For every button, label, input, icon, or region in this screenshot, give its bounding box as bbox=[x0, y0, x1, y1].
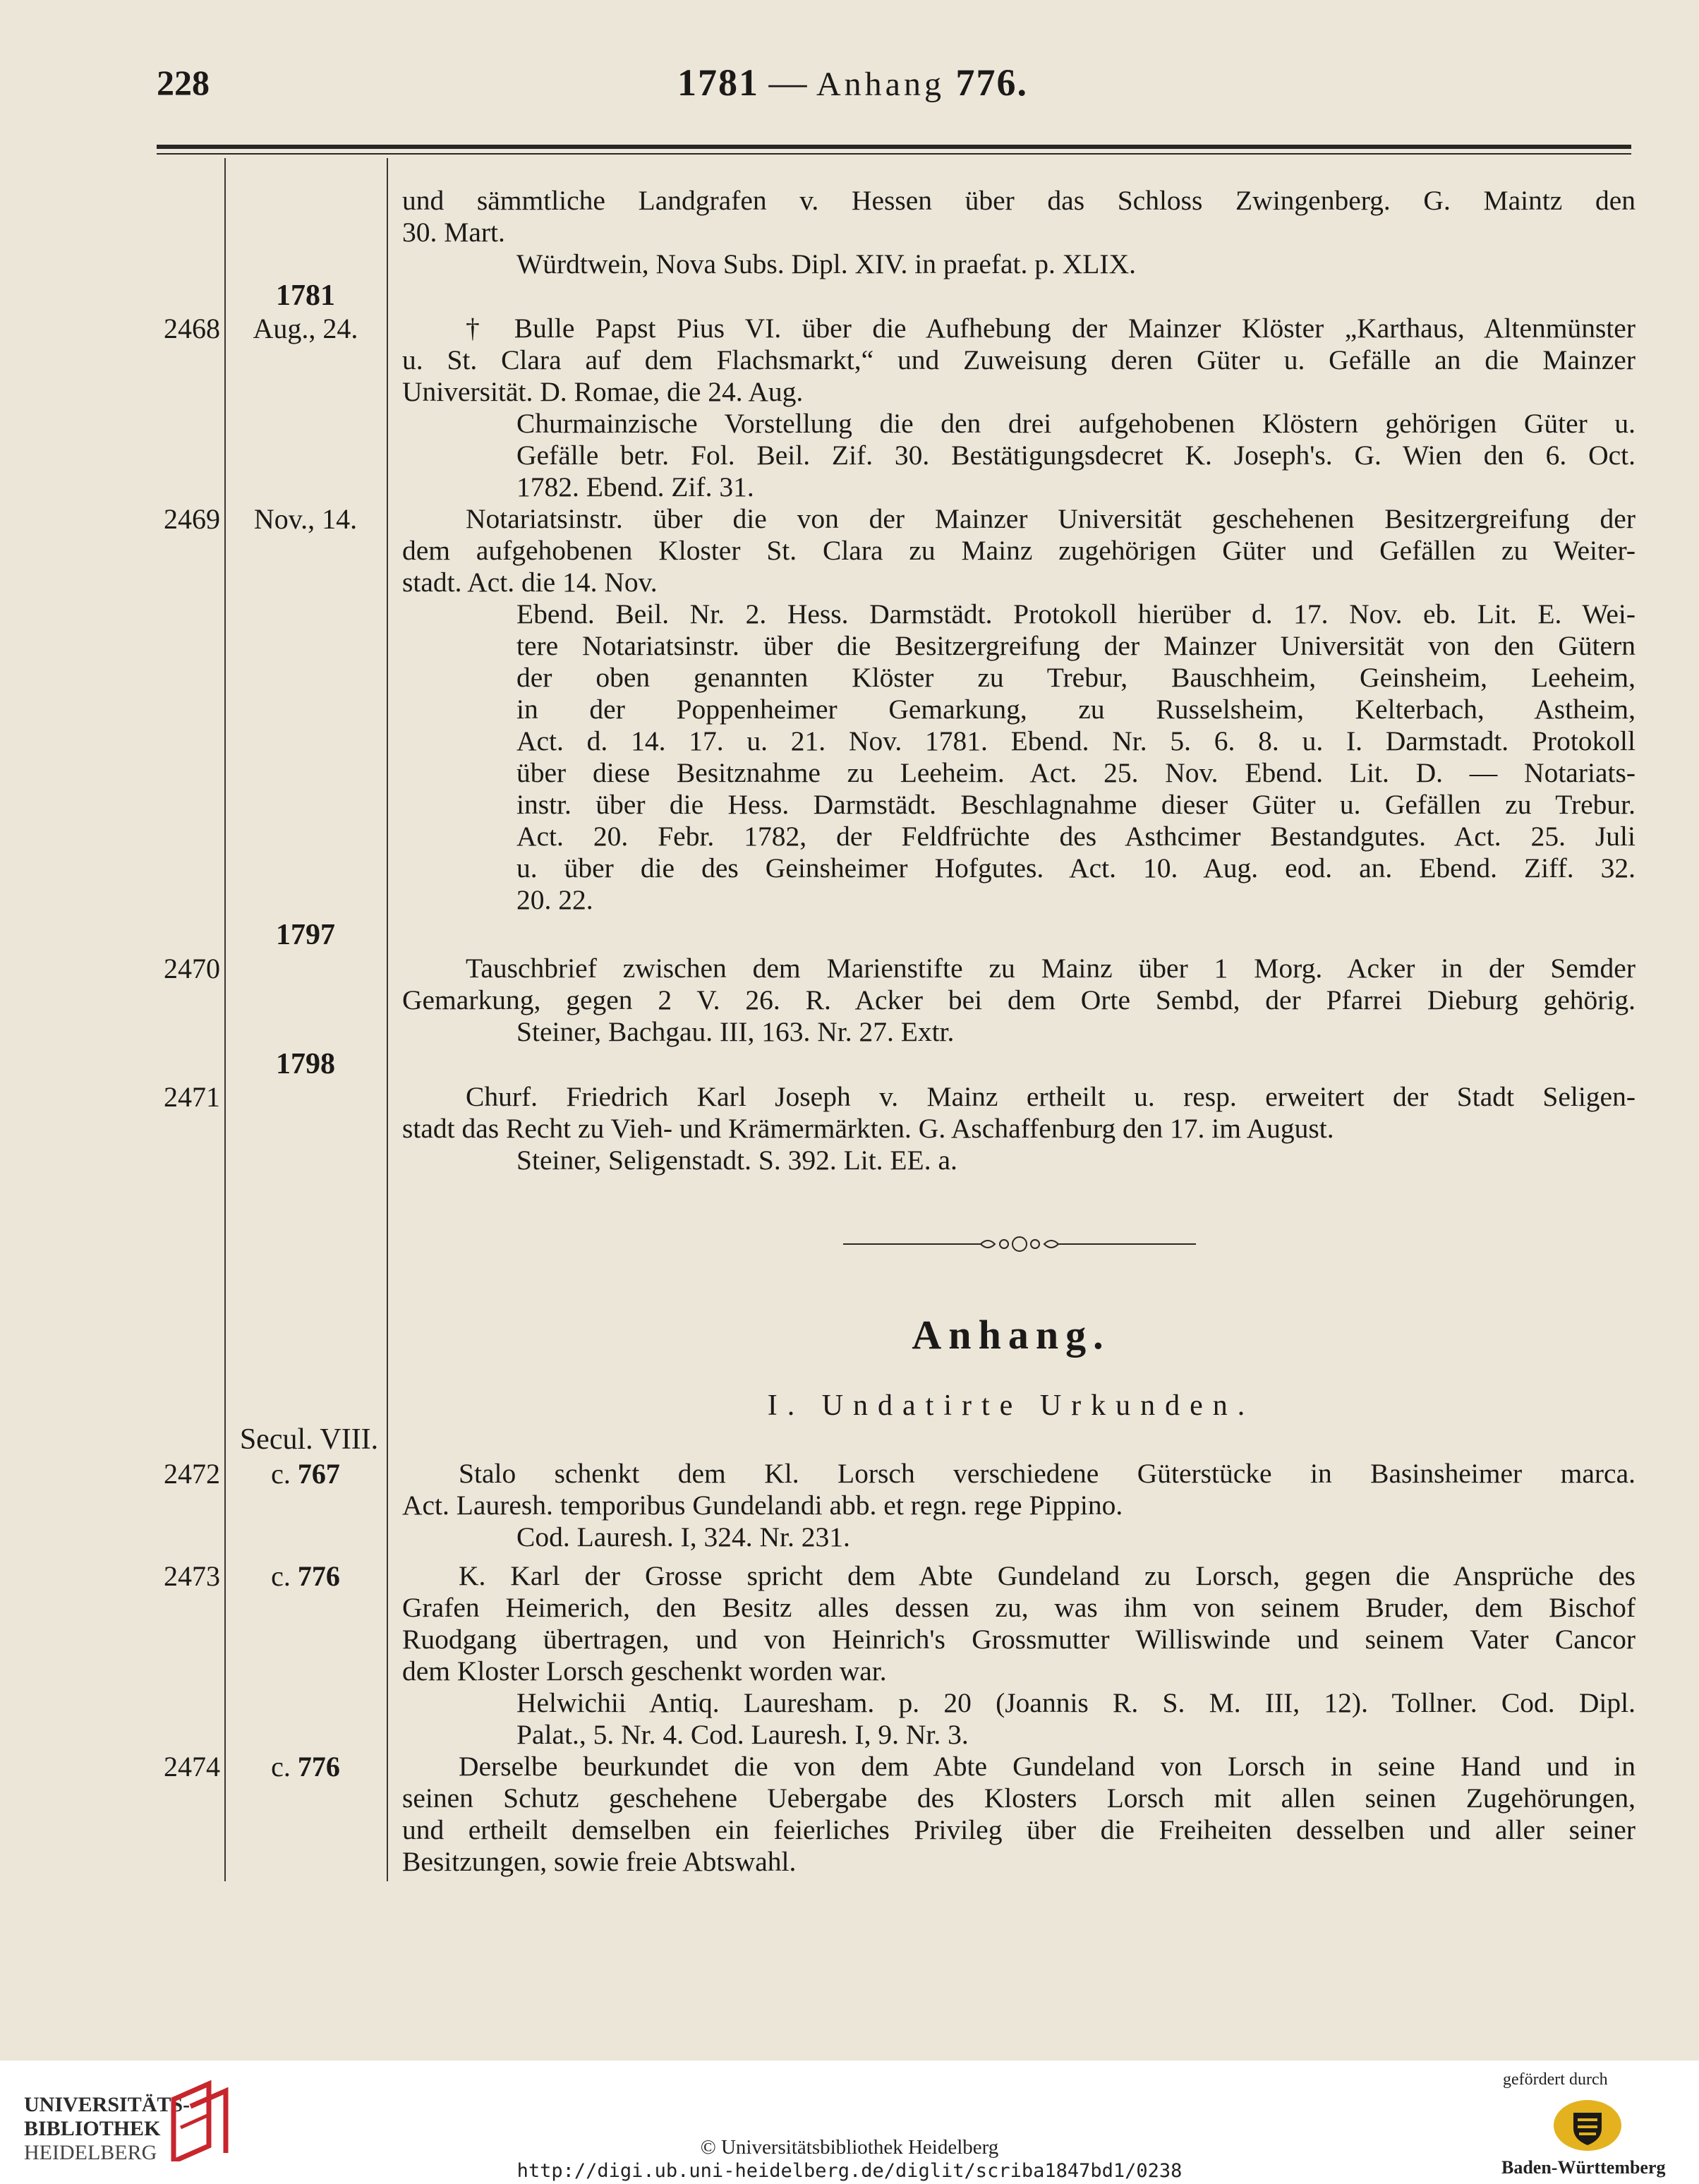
citation-line: tere Notariatsinstr. über die Besitzergreifung der Mainzer Universität von den Gütern bbox=[516, 630, 1635, 661]
text-line: Tauschbrief zwischen dem Marienstifte zu Mainz über 1 Morg. Acker in der Semder bbox=[466, 953, 1635, 984]
text-line: † Bulle Papst Pius VI. über die Aufhebung der Mainzer Klöster „Karthaus, Altenmünster bbox=[466, 313, 1635, 344]
citation-line: u. über die des Geinsheimer Hofgutes. Act. 10. Aug. eod. an. Ebend. Ziff. 32. bbox=[516, 852, 1635, 883]
header-rule-thin bbox=[157, 153, 1631, 155]
text-line: u. St. Clara auf dem Flachsmarkt,“ und Zuweisung deren Güter u. Gefälle an die Mainzer bbox=[402, 344, 1635, 375]
citation-line: Gefälle betr. Fol. Beil. Zif. 30. Bestätigungsdecret K. Joseph's. G. Wien den 6. Oct. bbox=[516, 440, 1635, 471]
citation-line: Churmainzische Vorstellung die den drei aufgehobenen Klöstern gehörigen Güter u. bbox=[516, 408, 1635, 439]
header-rule-thick bbox=[157, 145, 1631, 149]
citation-line: 1782. Ebend. Zif. 31. bbox=[516, 471, 754, 502]
entry-date-2473 bbox=[224, 1560, 387, 1592]
appendix-heading: Anhang. bbox=[912, 1312, 1111, 1358]
page-number: 228 bbox=[157, 63, 210, 102]
text-line: dem Kloster Lorsch geschenkt worden war. bbox=[402, 1655, 887, 1687]
entry-date-year: 767 bbox=[297, 1458, 340, 1490]
state-seal-icon[interactable] bbox=[1551, 2097, 1624, 2154]
citation-line: Steiner, Seligenstadt. S. 392. Lit. EE. a. bbox=[516, 1145, 957, 1176]
running-title-word: Anhang bbox=[816, 66, 945, 103]
entry-date-year: 776 bbox=[297, 1751, 340, 1782]
citation-line: Ebend. Beil. Nr. 2. Hess. Darmstädt. Protokoll hierüber d. 17. Nov. eb. Lit. E. Wei- bbox=[516, 598, 1635, 629]
library-name-line: UNIVERSITÄTS- bbox=[24, 2093, 191, 2116]
citation-line: in der Poppenheimer Gemarkung, zu Russelsheim, Kelterbach, Astheim, bbox=[516, 694, 1635, 725]
entry-date-2472 bbox=[224, 1458, 387, 1490]
year-1798: 1798 bbox=[276, 1048, 335, 1080]
year-1781: 1781 bbox=[276, 279, 335, 312]
text-line: 30. Mart. bbox=[402, 217, 505, 248]
entry-number-2474: 2474 bbox=[164, 1751, 220, 1782]
entry-number-2472: 2472 bbox=[164, 1458, 220, 1490]
entry-date-year: 776 bbox=[297, 1560, 340, 1592]
year-1797: 1797 bbox=[276, 919, 335, 951]
text-line: und sämmtliche Landgrafen v. Hessen über das Schloss Zwingenberg. G. Maintz den bbox=[402, 185, 1635, 216]
citation-line: Cod. Lauresh. I, 324. Nr. 231. bbox=[516, 1521, 850, 1552]
citation-line: Würdtwein, Nova Subs. Dipl. XIV. in praefat. p. XLIX. bbox=[516, 248, 1136, 279]
entry-date-2474 bbox=[224, 1751, 387, 1782]
century-label: Secul. VIII. bbox=[239, 1423, 379, 1456]
running-title bbox=[677, 61, 1028, 104]
text-line: Ruodgang übertragen, und von Heinrich's Grossmutter Williswinde und seinem Vater Cancor bbox=[402, 1624, 1635, 1655]
column-divider-date bbox=[387, 158, 388, 1881]
entry-date-2469: Nov., 14. bbox=[253, 503, 358, 535]
sponsor-name: Baden-Württemberg bbox=[1501, 2157, 1666, 2178]
text-line: dem aufgehobenen Kloster St. Clara zu Mainz zugehörigen Güter und Gefällen zu Weiter- bbox=[402, 535, 1635, 566]
appendix-subheading: I. Undatirte Urkunden. bbox=[767, 1389, 1255, 1422]
entry-date-prefix: c. bbox=[271, 1560, 291, 1592]
citation-line: der oben genannten Klöster zu Trebur, Bauschheim, Geinsheim, Leeheim, bbox=[516, 662, 1635, 693]
citation-line: Palat., 5. Nr. 4. Cod. Lauresh. I, 9. Nr. 3. bbox=[516, 1719, 969, 1750]
text-line: Derselbe beurkundet die von dem Abte Gundeland von Lorsch in seine Hand und in bbox=[459, 1751, 1635, 1782]
citation-line: instr. über die Hess. Darmstädt. Beschlagnahme dieser Güter u. Gefällen zu Trebur. bbox=[516, 789, 1635, 820]
running-title-year: 1781 bbox=[677, 61, 759, 104]
citation-line: 20. 22. bbox=[516, 884, 593, 915]
citation-line: Act. d. 14. 17. u. 21. Nov. 1781. Ebend. Nr. 5. 6. 8. u. I. Darmstadt. Protokoll bbox=[516, 725, 1635, 756]
text-line: Universität. D. Romae, die 24. Aug. bbox=[402, 376, 804, 407]
citation-line: Steiner, Bachgau. III, 163. Nr. 27. Extr. bbox=[516, 1016, 955, 1047]
citation-line: Helwichii Antiq. Lauresham. p. 20 (Joannis R. S. M. III, 12). Tollner. Cod. Dipl. bbox=[516, 1687, 1635, 1718]
sponsor-label: gefördert durch bbox=[1503, 2070, 1608, 2089]
entry-number-2468: 2468 bbox=[164, 313, 220, 344]
entry-date-2468: Aug., 24. bbox=[253, 313, 358, 344]
text-line: Churf. Friedrich Karl Joseph v. Mainz ertheilt u. resp. erweitert der Stadt Seligen- bbox=[466, 1081, 1635, 1112]
text-line: K. Karl der Grosse spricht dem Abte Gundeland zu Lorsch, gegen die Ansprüche des bbox=[459, 1560, 1635, 1591]
text-line: Act. Lauresh. temporibus Gundelandi abb. et regn. rege Pippino. bbox=[402, 1490, 1123, 1521]
copyright-text: © Universitätsbibliothek Heidelberg bbox=[700, 2136, 999, 2159]
text-line: Besitzungen, sowie freie Abtswahl. bbox=[402, 1846, 797, 1877]
entry-number-2473: 2473 bbox=[164, 1560, 220, 1592]
text-line: stadt das Recht zu Vieh- und Krämermärkten. G. Aschaffenburg den 17. im August. bbox=[402, 1113, 1334, 1144]
text-line: Stalo schenkt dem Kl. Lorsch verschiedene Güterstücke in Basinsheimer marca. bbox=[459, 1458, 1635, 1489]
text-line: Grafen Heimerich, den Besitz alles dessen zu, was ihm von seinem Bruder, dem Bischof bbox=[402, 1592, 1635, 1623]
entry-number-2470: 2470 bbox=[164, 953, 220, 984]
citation-line: über diese Besitznahme zu Leeheim. Act. 25. Nov. Ebend. Lit. D. — Notariats- bbox=[516, 757, 1635, 788]
ornament-divider bbox=[843, 1233, 1196, 1255]
running-title-number: 776. bbox=[955, 61, 1028, 104]
library-name-line: HEIDELBERG bbox=[24, 2141, 157, 2164]
running-title-dash: — bbox=[759, 61, 816, 104]
copyright-block bbox=[0, 2135, 1699, 2183]
column-divider-number bbox=[224, 158, 226, 1881]
entry-date-prefix: c. bbox=[271, 1751, 291, 1782]
library-name-line: BIBLIOTHEK bbox=[24, 2117, 161, 2140]
citation-line: Act. 20. Febr. 1782, der Feldfrüchte des Asthcimer Bestandgutes. Act. 25. Juli bbox=[516, 821, 1635, 852]
text-line: seinen Schutz geschehene Uebergabe des Klosters Lorsch mit allen seinen Zugehörungen, bbox=[402, 1782, 1635, 1814]
text-line: und ertheilt demselben ein feierliches Privileg über die Freiheiten desselben und aller seiner bbox=[402, 1814, 1635, 1845]
entry-date-prefix: c. bbox=[271, 1458, 291, 1490]
text-line: Notariatsinstr. über die von der Mainzer Universität geschehenen Besitzergreifung der bbox=[466, 503, 1635, 534]
entry-number-2469: 2469 bbox=[164, 503, 220, 535]
entry-number-2471: 2471 bbox=[164, 1081, 220, 1113]
permalink-url[interactable]: http://digi.ub.uni-heidelberg.de/diglit/scriba1847bd1/0238 bbox=[516, 2160, 1183, 2182]
text-line: Gemarkung, gegen 2 V. 26. R. Acker bei dem Orte Sembd, der Pfarrei Dieburg gehörig. bbox=[402, 984, 1635, 1015]
text-line: stadt. Act. die 14. Nov. bbox=[402, 567, 658, 598]
